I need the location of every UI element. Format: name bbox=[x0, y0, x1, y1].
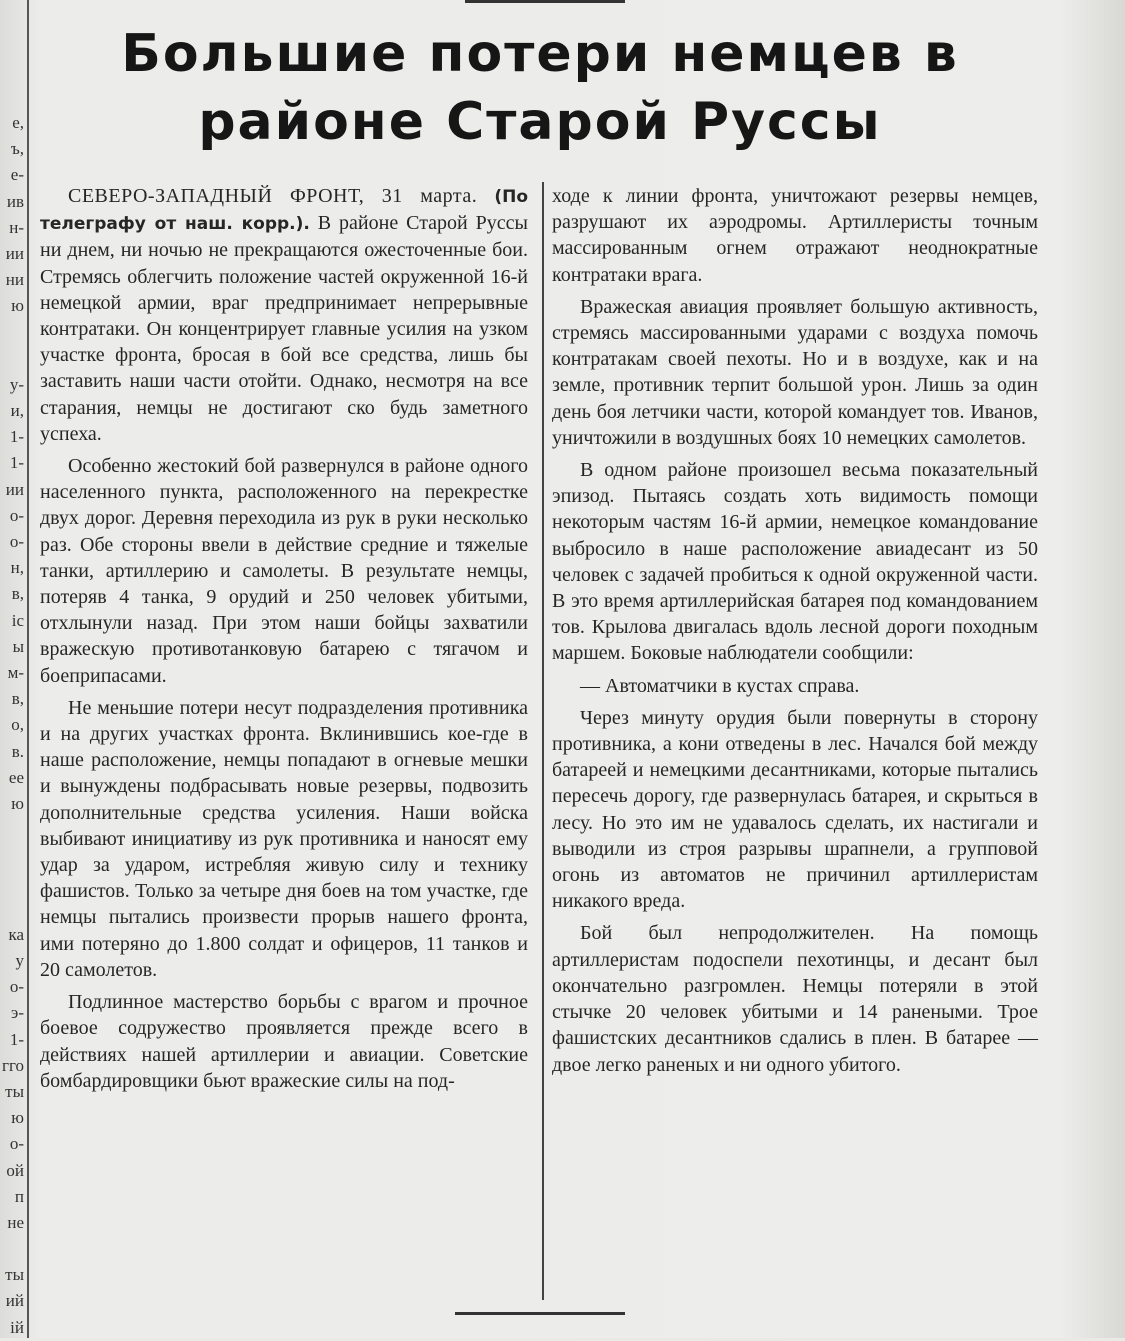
byline: (По телеграфу от наш. корр.). bbox=[40, 187, 529, 235]
edge-fragment: ты bbox=[5, 1265, 24, 1285]
edge-fragment: ы bbox=[12, 636, 24, 656]
edge-fragment: у bbox=[15, 951, 24, 970]
edge-fragment bbox=[0, 346, 26, 372]
edge-fragment: ты bbox=[5, 1081, 24, 1101]
edge-fragment: и, bbox=[10, 401, 24, 421]
article-column-1 bbox=[40, 183, 528, 1094]
edge-fragment bbox=[0, 843, 26, 869]
edge-fragment: в, bbox=[11, 584, 24, 604]
paragraph-2: Особенно жестокий бой развернулся в районе одного населенного пункта, расположенного на перекрестке двух дорог. Деревня переходила из рук в руки несколько раз. Обе стороны ввели в действие средние и тяжелые танки, артиллерию и самолеты. В результате немцы, потеряв 4 танка, 9 орудий и 250 человек убитыми, отхлынули назад. При этом наши бойцы захватили вражескую противотанковую батарею с тягачом и боеприпасами. bbox=[40, 455, 528, 687]
edge-fragment bbox=[0, 817, 26, 843]
edge-fragment: о- bbox=[9, 505, 24, 525]
paragraph-4: Подлинное мастерство борьбы с врагом и прочное боевое содружество проявляется прежде всего в действиях нашей артиллерии и авиации. Советские бомбардировщики бьют вражеские силы на под- bbox=[40, 991, 528, 1092]
paragraph-7: — Автоматчики в кустах справа. bbox=[580, 674, 860, 697]
edge-fragment: ка bbox=[8, 924, 24, 944]
edge-fragment: ни bbox=[5, 270, 24, 290]
edge-fragment: не bbox=[7, 1212, 24, 1232]
edge-fragment: ъ, bbox=[10, 139, 24, 159]
edge-fragment: в. bbox=[11, 741, 24, 761]
edge-fragment: е- bbox=[10, 165, 24, 185]
edge-fragment: м- bbox=[7, 662, 24, 682]
edge-fragment: в, bbox=[11, 689, 24, 709]
edge-fragment: п bbox=[14, 1186, 24, 1206]
edge-fragment: ю bbox=[11, 296, 24, 316]
article-column-2 bbox=[552, 183, 1038, 1078]
left-column-rule bbox=[27, 0, 29, 1338]
edge-fragment bbox=[0, 1236, 26, 1262]
column-divider bbox=[542, 182, 544, 1300]
paragraph-8: Через минуту орудия были повернуты в сторону противника, а кони отведены в лес. Начался бой между батареей и немецкими десантниками, которые пытались пересечь дорогу, где развернулась батарея, и скрыться в лесу. Но это им не удавалось сделать, их настигали и выводили из строя разрывы шрапнели, а групповой огонь из автоматов не причинил артиллеристам никакого вреда. bbox=[552, 706, 1038, 913]
edge-fragment: ю bbox=[11, 793, 24, 813]
edge-fragment: ю bbox=[11, 1108, 24, 1128]
edge-fragment: е, bbox=[12, 113, 24, 132]
edge-fragment: ии bbox=[5, 479, 24, 499]
edge-fragment: 1- bbox=[9, 427, 24, 447]
top-rule bbox=[465, 0, 625, 3]
bottom-rule bbox=[455, 1312, 625, 1315]
edge-fragment bbox=[0, 869, 26, 895]
edge-fragment: ий bbox=[5, 1291, 24, 1311]
paragraph-5: Вражеская авиация проявляет большую активность, стремясь массированными ударами с воздуха помочь контратакам своей пехоты. Но и в воздухе, как и на земле, противник терпит большой урон. Лишь за один день боя летчики части, которой командует тов. Иванов, уничтожили в воздушных боях 10 немецких самолетов. bbox=[552, 295, 1038, 449]
edge-fragment: 1- bbox=[9, 1029, 24, 1049]
edge-fragment: н- bbox=[9, 217, 24, 237]
edge-fragment: ии bbox=[5, 243, 24, 263]
paragraph-1 bbox=[40, 183, 528, 447]
edge-fragment: о- bbox=[9, 977, 24, 997]
edge-fragment: н, bbox=[10, 558, 24, 578]
adjacent-column-fragments bbox=[0, 110, 26, 1341]
edge-fragment: 1- bbox=[9, 453, 24, 473]
edge-fragment: у- bbox=[9, 374, 24, 394]
edge-fragment: гго bbox=[1, 1055, 24, 1075]
dateline: СЕВЕРО-ЗАПАДНЫЙ ФРОНТ, 31 марта. bbox=[68, 185, 478, 207]
edge-fragment: ій bbox=[10, 1317, 24, 1337]
edge-fragment: іс bbox=[11, 610, 24, 630]
edge-fragment: э- bbox=[11, 1003, 24, 1023]
paragraph-4-continued: ходе к линии фронта, уничтожают резервы немцев, разрушают их аэродромы. Артиллеристы точным массированным огнем отражают неоднократные контратаки врага. bbox=[552, 185, 1038, 286]
paragraph-9: Бой был непродолжителен. На помощь артиллеристам подоспели пехотинцы, и десант был окончательно разгромлен. Немцы потеряли в этой стычке 20 человек убитыми и 14 ранеными. Трое фашистских десантников сдались в плен. В батарее — двое легко раненых и ни одного убитого. bbox=[552, 922, 1038, 1076]
edge-fragment: о, bbox=[11, 715, 24, 735]
edge-fragment: ив bbox=[6, 191, 24, 211]
edge-fragment bbox=[0, 896, 26, 922]
paragraph-6: В одном районе произошел весьма показательный эпизод. Пытаясь создать хоть видимость помощи некоторым частям 16-й армии, немецкое командование выбросило в наше расположение авиадесант из 50 человек с задачей пробиться к одной окруженной части. В это время артиллерийская батарея под командованием тов. Крылова двигалась вдоль лесной дороги походным маршем. Боковые наблюдатели сообщили: bbox=[552, 459, 1038, 665]
edge-fragment: ой bbox=[6, 1160, 24, 1180]
edge-fragment bbox=[0, 320, 26, 346]
paragraph-1-text: В районе Старой Руссы ни днем, ни ночью не прекращаются ожесточенные бои. Стремясь облегчить положение частей окруженной 16-й немецкой армии, враг предпринимает непрерывные контратаки. Он концентрирует главные усилия на узком участке фронта, бросая в бой все средства, лишь бы заставить наши части отойти. Однако, несмотря на все старания, немцы не достигают ско будь заметного успеха. bbox=[40, 212, 528, 445]
edge-fragment: о- bbox=[9, 1134, 24, 1154]
edge-fragment: ее bbox=[8, 767, 24, 787]
edge-fragment: о- bbox=[9, 532, 24, 551]
paragraph-3: Не меньшие потери несут подразделения противника и на других участках фронта. Вклинившись кое-где в наше расположение, немцы попадают в огневые мешки и вынуждены подбрасывать новые резервы, подвозить дополнительные средства усиления. Наши войска выбивают инициативу из рук противника и наносят ему удар за ударом, истребляя живую силу и технику фашистов. Только за четыре дня боев на том участке, где немцы пытались произвести прорыв нашего фронта, ими потеряно до 1.800 солдат и офицеров, 11 танков и 20 самолетов. bbox=[40, 696, 528, 981]
headline: Большие потери немцев в районе Старой Руссы bbox=[121, 24, 959, 152]
